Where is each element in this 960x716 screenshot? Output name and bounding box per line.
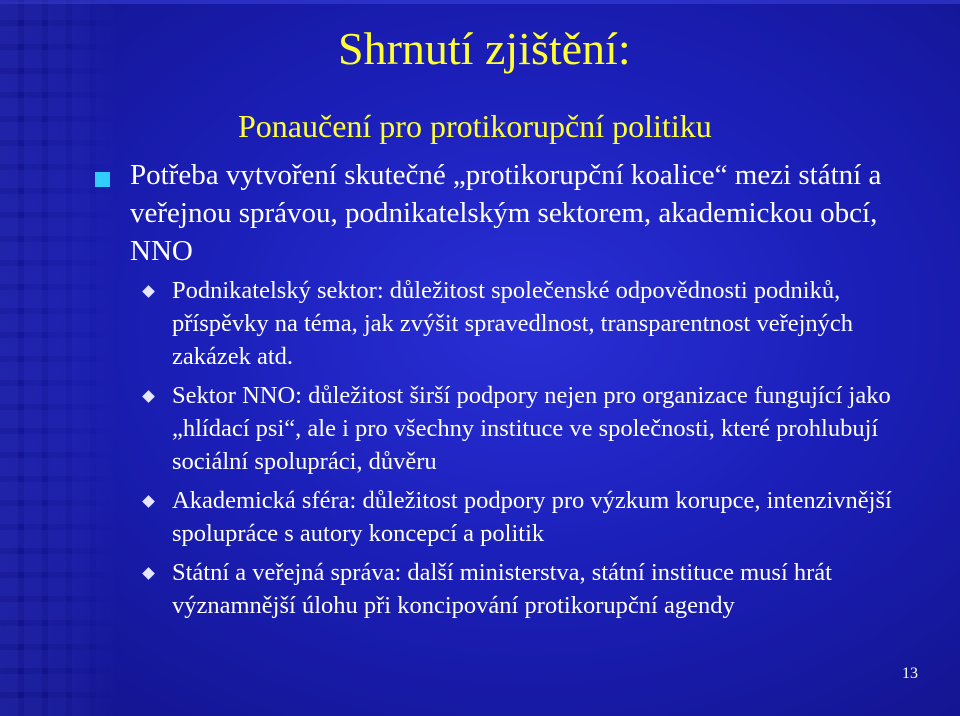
slide-title: Shrnutí zjištění: [338,23,631,74]
left-decor-squares [0,0,122,716]
sub-bullet-text: Státní a veřejná správa: další ministerstva, státní instituce musí hrát významnější úlohu při koncipování protikorupční agendy [172,559,832,619]
top-decor-band [0,0,960,4]
sub-bullet-item [140,556,930,622]
main-bullet-text: Potřeba vytvoření skutečné „protikorupční koalice“ mezi státní a veřejnou správou, podnikatelským sektorem, akademickou obcí, NNO [130,159,882,267]
sub-bullet-item [140,484,930,550]
sub-bullet-item [140,274,930,373]
diamond-bullet-icon [142,390,155,403]
diamond-bullet-icon [142,567,155,580]
diamond-bullet-icon [142,285,155,298]
sub-bullet-item [140,379,930,478]
sub-bullet-text: Sektor NNO: důležitost širší podpory nejen pro organizace fungující jako „hlídací psi“, ale i pro všechny instituce ve společnosti, které prohlubují sociální spolupráci, důvěru [172,382,891,475]
diamond-bullet-icon [142,495,155,508]
page-number: 13 [902,665,918,682]
sub-bullet-text: Podnikatelský sektor: důležitost společenské odpovědnosti podniků, příspěvky na téma, jak zvýšit spravedlnost, transparentnost veřejných zakázek atd. [172,277,854,370]
sub-bullet-text: Akademická sféra: důležitost podpory pro výzkum korupce, intenzivnější spolupráce s autory koncepcí a politik [172,487,892,547]
slide-subtitle: Ponaučení pro protikorupční politiku [238,108,712,144]
sub-bullet-list [140,274,930,628]
square-bullet-icon [95,172,110,187]
